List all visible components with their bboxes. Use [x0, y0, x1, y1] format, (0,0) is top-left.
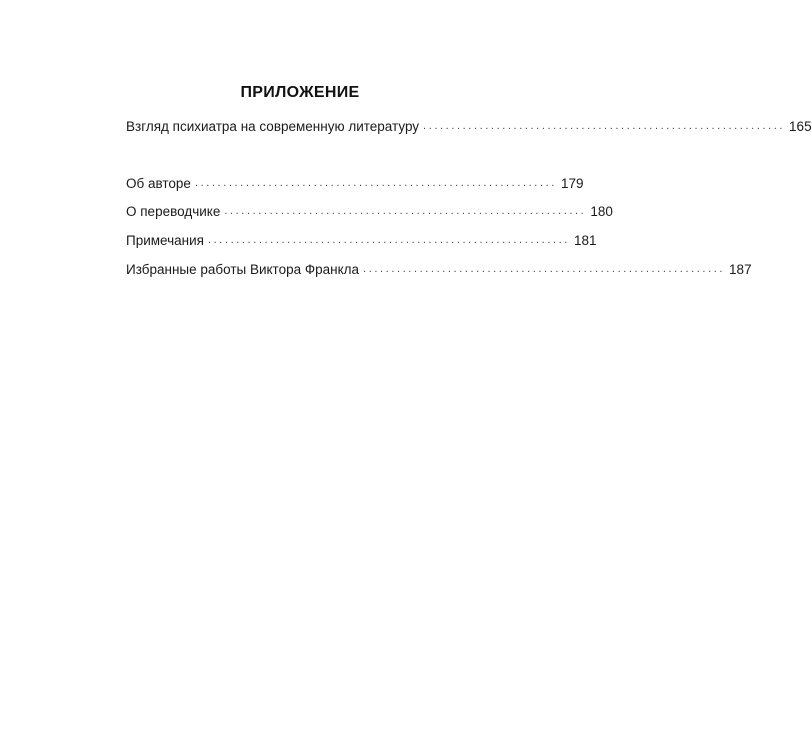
- toc-entry-page: 180: [590, 204, 613, 219]
- toc-entry-page: 179: [560, 176, 584, 191]
- toc-entry: [126, 261, 752, 279]
- toc-entry-page: 181: [573, 233, 597, 248]
- toc-entry: [126, 118, 812, 136]
- toc-entry-label: Избранные работы Виктора Франкла: [126, 262, 360, 277]
- section-title: ПРИЛОЖЕНИЕ: [240, 84, 360, 101]
- toc-entry-label: Об авторе: [126, 176, 191, 191]
- toc-entry-label: Взгляд психиатра на современную литературу: [126, 119, 420, 134]
- toc-entry: [126, 203, 613, 221]
- toc-entry-label: О переводчике: [126, 204, 221, 219]
- toc-entry-page: 165: [789, 119, 812, 134]
- toc-entry: [126, 175, 584, 193]
- dot-leader: ................................................................: [423, 120, 786, 132]
- toc-entry-page: 187: [729, 262, 752, 277]
- dot-leader: ................................................................: [224, 205, 587, 217]
- dot-leader: ................................................................: [194, 177, 557, 189]
- toc-entry-label: Примечания: [126, 233, 204, 248]
- dot-leader: ................................................................: [207, 234, 570, 246]
- dot-leader: ................................................................: [363, 263, 726, 275]
- toc-entry: [126, 232, 597, 250]
